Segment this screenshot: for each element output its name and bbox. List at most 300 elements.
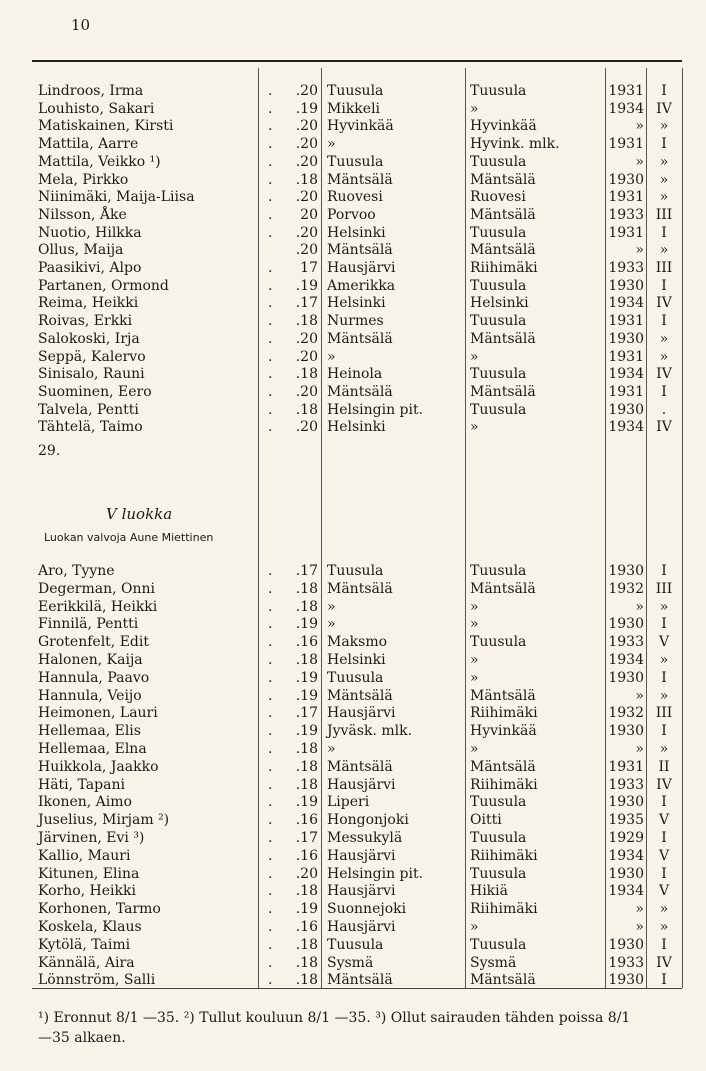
birth-year: .16 <box>295 847 318 864</box>
previous-school: » <box>470 616 479 633</box>
previous-school: Tuusula <box>470 936 527 953</box>
student-name: Heimonen, Lauri <box>38 705 158 722</box>
previous-school: Riihimäki <box>470 847 538 864</box>
home-town: » <box>327 598 336 615</box>
table-row <box>0 331 706 349</box>
birth-year: .17 <box>295 705 318 722</box>
entry-class: I <box>661 936 667 953</box>
student-name: Mattila, Veikko ¹) <box>38 153 161 170</box>
home-town: Helsingin pit. <box>327 401 424 418</box>
previous-school: » <box>470 919 479 935</box>
student-name: Juselius, Mirjam ²) <box>38 812 170 829</box>
bottom-rule <box>32 988 682 989</box>
table-row <box>0 652 706 670</box>
home-town: Tuusula <box>327 83 384 99</box>
table-row <box>0 883 706 901</box>
home-town: » <box>327 741 336 757</box>
leader-dots: . <box>268 812 273 829</box>
entry-year: 1933 <box>608 260 644 276</box>
entry-year: » <box>635 118 644 135</box>
entry-year: 1934 <box>608 847 644 864</box>
previous-school: Tuusula <box>470 277 527 294</box>
leader-dots: . <box>268 758 273 775</box>
previous-school: Mäntsälä <box>470 687 536 704</box>
entry-class: » <box>659 330 669 347</box>
birth-year: .18 <box>295 972 318 989</box>
birth-year: .18 <box>295 776 318 793</box>
student-name: Degerman, Onni <box>38 580 155 597</box>
leader-dots: . <box>268 153 273 170</box>
entry-year: 1930 <box>608 401 644 418</box>
entry-year: 1931 <box>608 313 644 330</box>
leader-dots: . <box>268 669 273 686</box>
entry-year: 1933 <box>608 954 644 971</box>
entry-class: III <box>655 206 673 223</box>
previous-school: Riihimäki <box>470 776 538 793</box>
home-town: Hausjärvi <box>327 260 396 276</box>
previous-school: Hyvinkää <box>470 118 537 135</box>
previous-school: » <box>470 598 479 615</box>
birth-year: .19 <box>295 794 318 811</box>
home-town: Mäntsälä <box>327 242 393 259</box>
student-name: Tähtelä, Taimo <box>38 419 143 436</box>
birth-year: .18 <box>295 580 318 597</box>
birth-year: .16 <box>295 919 318 935</box>
entry-class: V <box>658 812 670 829</box>
home-town: Maksmo <box>327 634 388 651</box>
table-row <box>0 777 706 795</box>
entry-class: I <box>661 83 667 99</box>
student-name: Finnilä, Pentti <box>38 616 139 633</box>
entry-class: » <box>659 598 669 615</box>
previous-school: Tuusula <box>470 634 527 651</box>
home-town: » <box>327 348 336 365</box>
entry-class: » <box>659 118 669 135</box>
entry-year: 1930 <box>608 723 644 740</box>
student-name: Kytölä, Taimi <box>38 936 131 953</box>
entry-class: IV <box>656 100 672 117</box>
leader-dots: . <box>268 100 273 117</box>
previous-school: » <box>470 669 479 686</box>
entry-year: 1930 <box>608 277 644 294</box>
birth-year: .18 <box>295 883 318 900</box>
student-name: Paasikivi, Alpo <box>38 260 142 276</box>
table-row <box>0 225 706 243</box>
birth-year: .18 <box>295 313 318 330</box>
home-town: » <box>327 616 336 633</box>
table-row <box>0 154 706 172</box>
entry-year: 1930 <box>608 563 644 579</box>
previous-school: Tuusula <box>470 313 527 330</box>
previous-school: Tuusula <box>470 830 527 846</box>
entry-year: 1930 <box>608 865 644 882</box>
entry-class: » <box>659 687 669 704</box>
leader-dots: . <box>268 189 273 206</box>
previous-school: Tuusula <box>470 865 527 882</box>
entry-year: » <box>635 901 644 918</box>
home-town: Hyvinkää <box>327 118 394 135</box>
home-town: Hausjärvi <box>327 776 396 793</box>
birth-year: .18 <box>295 758 318 775</box>
entry-class: I <box>661 669 667 686</box>
leader-dots: . <box>268 383 273 400</box>
leader-dots: . <box>268 295 273 312</box>
table-row <box>0 83 706 101</box>
previous-school: Tuusula <box>470 366 527 383</box>
entry-year: 1931 <box>608 189 644 206</box>
entry-year: » <box>635 153 644 170</box>
leader-dots: . <box>268 313 273 330</box>
student-name: Grotenfelt, Edit <box>38 634 149 651</box>
entry-class: IV <box>656 366 672 383</box>
entry-year: 1932 <box>608 705 644 722</box>
leader-dots: . <box>268 883 273 900</box>
student-name: Mela, Pirkko <box>38 171 129 188</box>
birth-year: .17 <box>295 295 318 312</box>
entry-year: » <box>635 919 644 935</box>
table-row <box>0 136 706 154</box>
entry-class: » <box>659 153 669 170</box>
entry-class: IV <box>656 295 672 312</box>
entry-class: IV <box>656 419 672 436</box>
birth-year: .20 <box>295 242 318 259</box>
student-name: Korhonen, Tarmo <box>38 901 161 918</box>
entry-class: » <box>659 242 669 259</box>
student-name: Louhisto, Sakari <box>38 100 155 117</box>
entry-year: 1933 <box>608 206 644 223</box>
birth-year: .17 <box>295 563 318 579</box>
student-name: Seppä, Kalervo <box>38 348 146 365</box>
table-row <box>0 901 706 919</box>
previous-school: Mäntsälä <box>470 330 536 347</box>
leader-dots: . <box>268 598 273 615</box>
home-town: Helsingin pit. <box>327 865 424 882</box>
leader-dots: . <box>268 776 273 793</box>
top-rule <box>32 60 682 62</box>
birth-year: .20 <box>295 419 318 436</box>
previous-school: Mäntsälä <box>470 580 536 597</box>
home-town: Mäntsälä <box>327 171 393 188</box>
home-town: Jyväsk. mlk. <box>327 723 413 740</box>
entry-class: V <box>658 883 670 900</box>
student-name: Kännälä, Aira <box>38 954 135 971</box>
birth-year: .20 <box>295 348 318 365</box>
previous-school: Hyvink. mlk. <box>470 136 560 153</box>
birth-year: .18 <box>295 171 318 188</box>
entry-class: I <box>661 865 667 882</box>
student-name: Lindroos, Irma <box>38 83 144 99</box>
table-row <box>0 118 706 136</box>
table-row <box>0 794 706 812</box>
home-town: Tuusula <box>327 669 384 686</box>
birth-year: .18 <box>295 652 318 668</box>
entry-class: I <box>661 972 667 989</box>
student-name: Talvela, Pentti <box>38 401 139 418</box>
entry-class: » <box>659 919 669 935</box>
leader-dots: . <box>268 136 273 153</box>
entry-year: 1931 <box>608 136 644 153</box>
previous-school: » <box>470 741 479 757</box>
birth-year: .18 <box>295 366 318 383</box>
entry-year: 1934 <box>608 295 644 312</box>
previous-school: » <box>470 652 479 668</box>
birth-year: 17 <box>300 260 318 276</box>
entry-year: 1930 <box>608 171 644 188</box>
leader-dots: . <box>268 741 273 757</box>
leader-dots: . <box>268 723 273 740</box>
student-name: Ikonen, Aimo <box>38 794 132 811</box>
table-row <box>0 172 706 190</box>
leader-dots: . <box>268 330 273 347</box>
previous-school: Riihimäki <box>470 705 538 722</box>
student-name: Partanen, Ormond <box>38 277 169 294</box>
class-supervisor: Luokan valvoja Aune Miettinen <box>44 531 214 544</box>
entry-class: IV <box>656 776 672 793</box>
table-row <box>0 260 706 278</box>
table-row <box>0 402 706 420</box>
table-row <box>0 866 706 884</box>
entry-year: 1930 <box>608 669 644 686</box>
entry-year: 1931 <box>608 383 644 400</box>
table-row <box>0 688 706 706</box>
student-count: 29. <box>38 443 61 459</box>
birth-year: .20 <box>295 136 318 153</box>
previous-school: Mäntsälä <box>470 171 536 188</box>
leader-dots: . <box>268 972 273 989</box>
student-name: Korho, Heikki <box>38 883 136 900</box>
home-town: Liperi <box>327 794 370 811</box>
student-name: Aro, Tyyne <box>38 563 115 579</box>
student-name: Huikkola, Jaakko <box>38 758 159 775</box>
table-row <box>0 937 706 955</box>
entry-year: 1934 <box>608 100 644 117</box>
entry-class: » <box>659 348 669 365</box>
student-name: Salokoski, Irja <box>38 330 140 347</box>
student-name: Järvinen, Evi ³) <box>38 830 145 846</box>
student-name: Ollus, Maija <box>38 242 124 259</box>
home-town: Tuusula <box>327 153 384 170</box>
home-town: » <box>327 136 336 153</box>
footnote: ¹) Eronnut 8/1 —35. ²) Tullut kouluun 8/1 —35. ³) Ollut sairauden tähden poissa 8/1 —35 alkaen. <box>38 1010 631 1046</box>
home-town: Nurmes <box>327 313 384 330</box>
entry-class: I <box>661 830 667 846</box>
leader-dots: . <box>268 580 273 597</box>
birth-year: .20 <box>295 865 318 882</box>
entry-class: » <box>659 901 669 918</box>
table-row <box>0 616 706 634</box>
previous-school: Oitti <box>470 812 502 829</box>
table-row <box>0 741 706 759</box>
entry-year: 1933 <box>608 634 644 651</box>
entry-class: I <box>661 313 667 330</box>
previous-school: Tuusula <box>470 83 527 99</box>
entry-class: » <box>659 741 669 757</box>
entry-class: » <box>659 171 669 188</box>
entry-year: » <box>635 687 644 704</box>
entry-class: I <box>661 224 667 241</box>
table-row <box>0 670 706 688</box>
table-row <box>0 955 706 973</box>
table-row <box>0 384 706 402</box>
entry-class: II <box>658 758 670 775</box>
previous-school: Hyvinkää <box>470 723 537 740</box>
previous-school: Mäntsälä <box>470 383 536 400</box>
table-row <box>0 349 706 367</box>
home-town: Hausjärvi <box>327 919 396 935</box>
entry-class: I <box>661 277 667 294</box>
entry-class: V <box>658 847 670 864</box>
entry-class: . <box>661 401 667 418</box>
class-title: V luokka <box>106 505 173 523</box>
leader-dots: . <box>268 830 273 846</box>
table-row <box>0 812 706 830</box>
leader-dots: . <box>268 206 273 223</box>
previous-school: » <box>470 419 479 436</box>
leader-dots: . <box>268 901 273 918</box>
table-row <box>0 705 706 723</box>
previous-school: » <box>470 348 479 365</box>
birth-year: .19 <box>295 277 318 294</box>
home-town: Helsinki <box>327 652 386 668</box>
home-town: Messukylä <box>327 830 403 846</box>
table-row <box>0 848 706 866</box>
student-name: Kallio, Mauri <box>38 847 131 864</box>
student-name: Matiskainen, Kirsti <box>38 118 174 135</box>
home-town: Mäntsälä <box>327 383 393 400</box>
home-town: Mäntsälä <box>327 687 393 704</box>
entry-class: » <box>659 189 669 206</box>
previous-school: Sysmä <box>470 954 517 971</box>
home-town: Mäntsälä <box>327 330 393 347</box>
birth-year: .18 <box>295 598 318 615</box>
table-row <box>0 634 706 652</box>
leader-dots: . <box>268 634 273 651</box>
table-row <box>0 759 706 777</box>
previous-school: Tuusula <box>470 794 527 811</box>
home-town: Sysmä <box>327 954 374 971</box>
leader-dots: . <box>268 616 273 633</box>
entry-year: 1930 <box>608 794 644 811</box>
leader-dots: . <box>268 794 273 811</box>
home-town: Hausjärvi <box>327 847 396 864</box>
home-town: Mäntsälä <box>327 580 393 597</box>
entry-class: V <box>658 634 670 651</box>
leader-dots: . <box>268 919 273 935</box>
previous-school: Riihimäki <box>470 901 538 918</box>
birth-year: .18 <box>295 401 318 418</box>
home-town: Helsinki <box>327 419 386 436</box>
entry-year: 1934 <box>608 419 644 436</box>
entry-class: III <box>655 260 673 276</box>
leader-dots: . <box>268 401 273 418</box>
leader-dots: . <box>268 366 273 383</box>
entry-class: I <box>661 616 667 633</box>
entry-year: 1930 <box>608 616 644 633</box>
home-town: Amerikka <box>327 277 396 294</box>
student-name: Roivas, Erkki <box>38 313 133 330</box>
table-row <box>0 278 706 296</box>
birth-year: .18 <box>295 741 318 757</box>
entry-class: I <box>661 563 667 579</box>
entry-year: 1935 <box>608 812 644 829</box>
leader-dots: . <box>268 865 273 882</box>
entry-year: » <box>635 598 644 615</box>
home-town: Hausjärvi <box>327 705 396 722</box>
entry-class: I <box>661 383 667 400</box>
student-name: Suominen, Eero <box>38 383 152 400</box>
home-town: Ruovesi <box>327 189 383 206</box>
leader-dots: . <box>268 563 273 579</box>
table-row <box>0 563 706 581</box>
home-town: Hongonjoki <box>327 812 409 829</box>
birth-year: .20 <box>295 153 318 170</box>
birth-year: .20 <box>295 383 318 400</box>
entry-year: 1930 <box>608 936 644 953</box>
student-name: Nuotio, Hilkka <box>38 224 142 241</box>
student-name: Kitunen, Elina <box>38 865 140 882</box>
home-town: Mäntsälä <box>327 972 393 989</box>
previous-school: Tuusula <box>470 153 527 170</box>
birth-year: .18 <box>295 954 318 971</box>
birth-year: .17 <box>295 830 318 846</box>
previous-school: Ruovesi <box>470 189 526 206</box>
entry-year: 1931 <box>608 224 644 241</box>
entry-class: IV <box>656 954 672 971</box>
home-town: Tuusula <box>327 936 384 953</box>
entry-year: 1933 <box>608 776 644 793</box>
entry-class: I <box>661 723 667 740</box>
leader-dots: . <box>268 954 273 971</box>
student-name: Mattila, Aarre <box>38 136 139 153</box>
previous-school: Tuusula <box>470 563 527 579</box>
entry-year: 1934 <box>608 366 644 383</box>
entry-class: I <box>661 136 667 153</box>
birth-year: .19 <box>295 100 318 117</box>
leader-dots: . <box>268 419 273 436</box>
leader-dots: . <box>268 260 273 276</box>
previous-school: Tuusula <box>470 224 527 241</box>
entry-class: III <box>655 705 673 722</box>
entry-year: 1930 <box>608 330 644 347</box>
birth-year: .19 <box>295 687 318 704</box>
entry-class: I <box>661 794 667 811</box>
student-name: Hannula, Paavo <box>38 669 150 686</box>
birth-year: .18 <box>295 936 318 953</box>
birth-year: .19 <box>295 901 318 918</box>
leader-dots: . <box>268 83 273 99</box>
table-row <box>0 313 706 331</box>
birth-year: .20 <box>295 224 318 241</box>
entry-year: 1934 <box>608 652 644 668</box>
entry-year: » <box>635 242 644 259</box>
student-name: Lönnström, Salli <box>38 972 156 989</box>
entry-year: 1931 <box>608 83 644 99</box>
table-row <box>0 189 706 207</box>
table-row <box>0 581 706 599</box>
birth-year: .19 <box>295 723 318 740</box>
table-row <box>0 919 706 937</box>
previous-school: Mäntsälä <box>470 242 536 259</box>
student-name: Hellemaa, Elna <box>38 741 147 757</box>
leader-dots: . <box>268 277 273 294</box>
previous-school: » <box>470 100 479 117</box>
leader-dots: . <box>268 224 273 241</box>
previous-school: Helsinki <box>470 295 529 312</box>
entry-class: III <box>655 580 673 597</box>
table-row <box>0 419 706 437</box>
birth-year: .19 <box>295 616 318 633</box>
leader-dots: . <box>268 705 273 722</box>
